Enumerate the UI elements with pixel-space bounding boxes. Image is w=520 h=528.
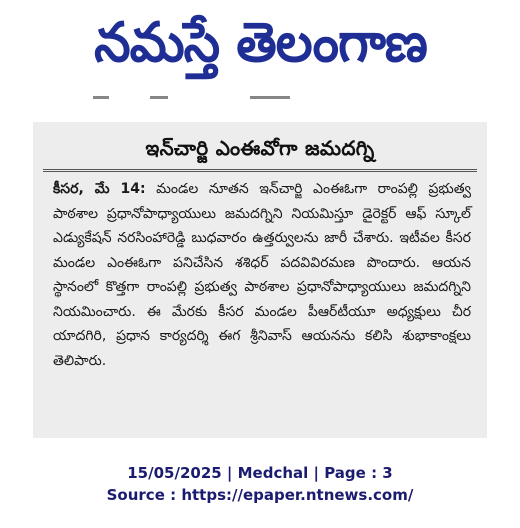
article-dateline: కీసర, మే 14: (53, 181, 146, 197)
newspaper-masthead (0, 0, 520, 92)
article-headline: ఇన్‌చార్జి ఎంఈవోగా జమదగ్ని (145, 136, 375, 160)
masthead-divider (150, 96, 168, 99)
publication-info: 15/05/2025 | Medchal | Page : 3 (127, 464, 393, 482)
source-link[interactable]: Source : https://epaper.ntnews.com/ (106, 486, 414, 504)
article-body (53, 177, 471, 373)
article-text: మండల నూతన ఇన్‌చార్జి ఎంఈఓగా రాంపల్లి ప్రభుత్వ పాఠశాల ప్రధానోపాధ్యాయులు జమదగ్నిని నియమిస్తూ డైరెక్టర్ ఆఫ్ స్కూల్ ఎడ్యుకేషన్ నరసింహారెడ్డి బుధవారం ఉత్తర్వులను జారీ చేశారు. ఇటీవల కీసర మండల ఎంఈఓగా పనిచేసిన శశిధర్ పదవివిరమణ పొందారు. ఆయన స్థానంలో కొత్తగా రాంపల్లి ప్రభుత్వ పాఠశాల ప్రధానోపాధ్యాయులు జమదగ్నిని నియమించారు. ఈ మేరకు కీసర మండల పీఆర్‌టీయూ అధ్యక్షులు చీర యాదగిరి, ప్రధాన కార్యదర్శి ఈగ శ్రీనివాస్ ఆయనను కలిసి శుభాకాంక్షలు తెలిపారు. (53, 181, 471, 369)
headline-rule (43, 171, 477, 172)
masthead-divider (93, 96, 109, 99)
headline-rule (43, 169, 477, 170)
masthead-divider (250, 96, 290, 99)
news-clipping (33, 122, 487, 438)
source-footer (0, 462, 520, 506)
newspaper-logo: నమస్తే తెలంగాణ (94, 11, 427, 75)
